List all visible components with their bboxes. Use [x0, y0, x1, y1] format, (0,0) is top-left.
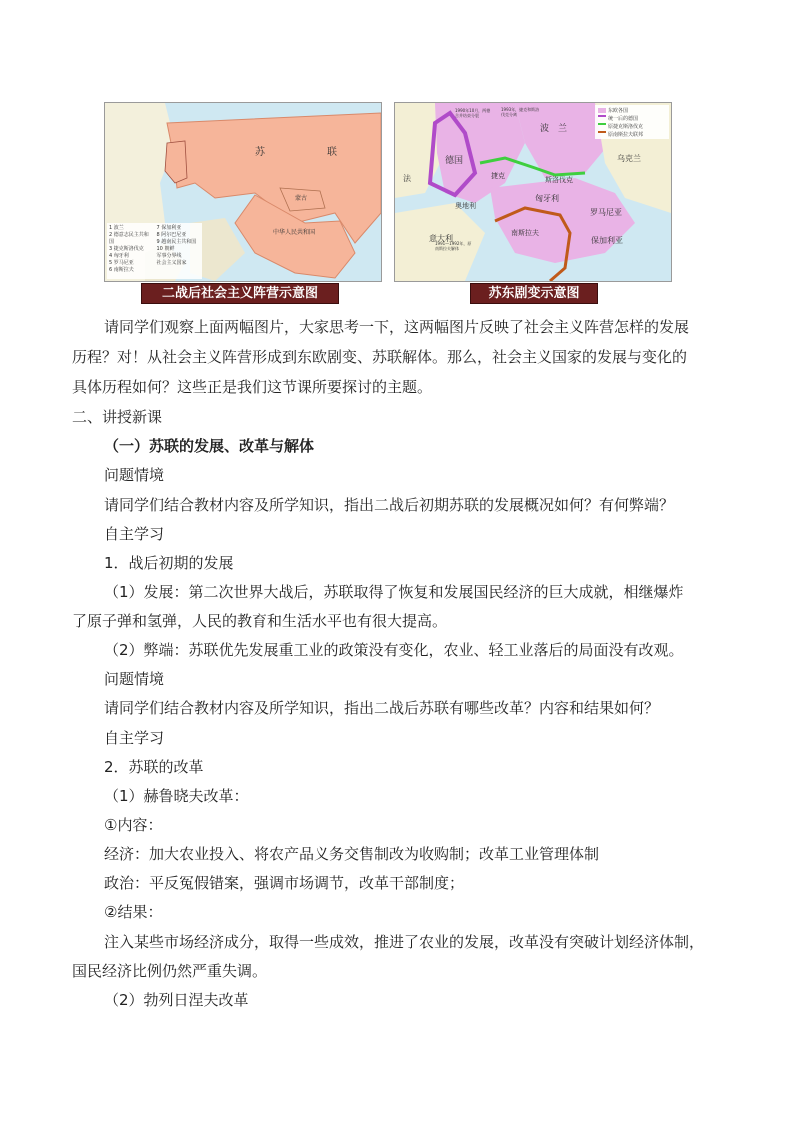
legend-item: 统一后的德国 [608, 116, 639, 122]
point-1-heading: 1．战后初期的发展 [104, 554, 234, 572]
map-note-germany: 1990年10月，两德合并结束分裂 [455, 108, 491, 118]
legend-item: 社会主义国家 [156, 260, 187, 266]
self-study-label: 自主学习 [104, 729, 165, 747]
problem-context-label: 问题情境 [104, 670, 165, 688]
label-ussr-1: 苏 [255, 147, 265, 158]
result-line-2: 国民经济比例仍然严重失调。 [72, 962, 268, 980]
label-romania: 罗马尼亚 [590, 208, 622, 217]
label-austria: 奥地利 [455, 202, 476, 210]
map-note-czech: 1993年，捷克和斯洛伐克分离 [501, 107, 540, 117]
label-china: 中华人民共和国 [273, 229, 316, 236]
label-france: 法 [403, 174, 411, 183]
point-2-1-heading: （1）赫鲁晓夫改革： [104, 787, 249, 805]
label-italy: 意大利 [429, 234, 453, 243]
self-study-label: 自主学习 [104, 525, 165, 543]
legend-item: 2 德意志民主共和国 [109, 232, 149, 245]
politics-reform: 政治：平反冤假错案，强调市场调节，改革干部制度； [104, 874, 465, 892]
intro-line-1: 请同学们观察上面两幅图片，大家思考一下，这两幅图片反映了社会主义阵营怎样的发展 [104, 318, 690, 336]
question-2: 请同学们结合教材内容及所学知识，指出二战后苏联有哪些改革？内容和结果如何？ [104, 699, 660, 717]
label-poland: 波 兰 [540, 124, 568, 134]
content-label: ①内容： [104, 816, 163, 834]
point-1-1-line-1: （1）发展：第二次世界大战后，苏联取得了恢复和发展国民经济的巨大成就，相继爆炸 [104, 583, 684, 601]
left-map-caption: 二战后社会主义阵营示意图 [141, 283, 339, 304]
label-ukraine: 乌克兰 [617, 154, 641, 163]
map-note-yugoslavia: 1991—1992年，原南斯拉夫解体 [435, 241, 472, 251]
result-label: ②结果： [104, 903, 163, 921]
label-hungary: 匈牙利 [535, 194, 559, 203]
point-2-2-heading: （2）勃列日涅夫改革 [104, 991, 249, 1009]
label-germany: 德国 [445, 156, 464, 166]
point-1-1-line-2: 了原子弹和氢弹，人民的教育和生活水平也有很大提高。 [72, 612, 448, 630]
label-slovakia: 斯洛伐克 [545, 176, 573, 184]
section-heading-2: 二、讲授新课 [72, 408, 163, 426]
problem-context-label: 问题情境 [104, 466, 165, 484]
map-eastern-europe-upheaval [394, 102, 672, 282]
legend-item: 5 罗马尼亚 [109, 260, 134, 266]
legend-item: 原捷克斯洛伐克 [608, 124, 644, 130]
map-socialist-camp [104, 102, 382, 282]
label-bulgaria: 保加利亚 [591, 236, 623, 245]
label-yugoslavia: 南斯拉夫 [511, 229, 539, 237]
legend-item: 10 朝鲜 [156, 246, 175, 252]
left-map-legend [109, 225, 201, 274]
subsection-heading-1: （一）苏联的发展、改革与解体 [104, 437, 315, 455]
point-1-2: （2）弊端：苏联优先发展重工业的政策没有变化，农业、轻工业落后的局面没有改观。 [104, 641, 684, 659]
result-line-1: 注入某些市场经济成分，取得一些成效，推进了农业的发展，改革没有突破计划经济体制， [104, 933, 705, 951]
intro-line-3: 具体历程如何？这些正是我们这节课所要探讨的主题。 [72, 378, 433, 396]
economy-reform: 经济：加大农业投入、将农产品义务交售制改为收购制；改革工业管理体制 [104, 845, 600, 863]
right-map-caption: 苏东剧变示意图 [470, 283, 598, 304]
legend-item: 4 匈牙利 [109, 253, 129, 259]
legend-item: 8 阿尔巴尼亚 [156, 232, 187, 238]
legend-item: 1 波兰 [109, 225, 124, 231]
intro-line-2: 历程？对！从社会主义阵营形成到东欧剧变、苏联解体。那么，社会主义国家的发展与变化的 [72, 348, 688, 366]
legend-item: 9 越南民主共和国 [156, 239, 197, 245]
question-1: 请同学们结合教材内容及所学知识，指出二战后初期苏联的发展概况如何？有何弊端？ [104, 496, 675, 514]
label-ussr-2: 联 [327, 147, 337, 158]
legend-item: 军事分界线 [156, 253, 182, 259]
legend-item: 3 捷克斯洛伐克 [109, 246, 144, 252]
legend-item: 东欧各国 [608, 108, 629, 114]
legend-item: 7 保加利亚 [156, 225, 182, 231]
legend-item: 原南斯拉夫联邦 [608, 132, 644, 138]
right-map-legend [608, 107, 643, 139]
legend-item: 6 南斯拉夫 [109, 267, 134, 273]
label-mongolia: 蒙古 [295, 195, 308, 202]
point-2-heading: 2．苏联的改革 [104, 758, 204, 776]
label-czech: 捷克 [491, 172, 505, 180]
